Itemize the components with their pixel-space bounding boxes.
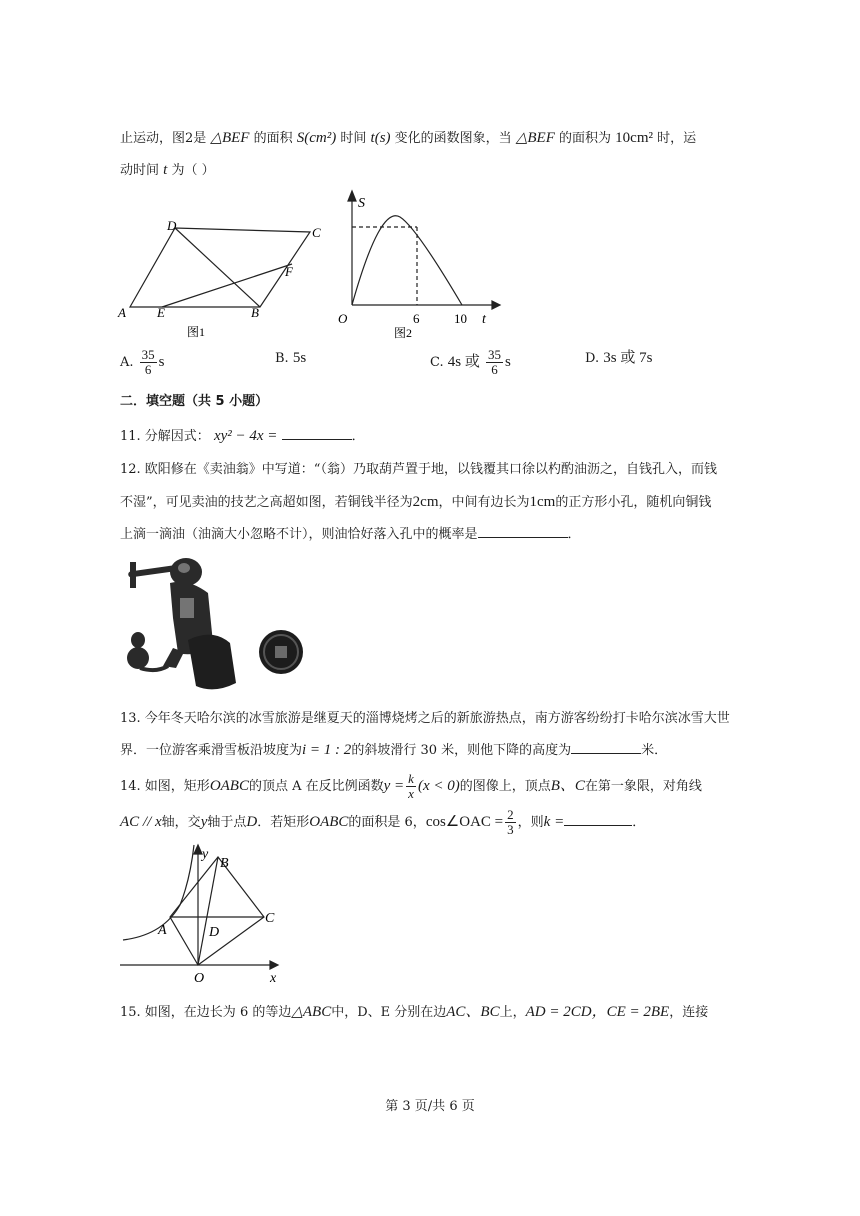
axis-s: S bbox=[358, 196, 365, 211]
fraction-2-3: $\frac{2}{3}$ bbox=[507, 807, 514, 837]
q14-line2: AC // x轴，交y轴于点D．若矩形OABC的面积是 6，cos∠OAC = $\frac{2}{3}$ ，则k = ． bbox=[120, 807, 646, 837]
option-b[interactable]: B. 5s bbox=[275, 350, 307, 366]
q11-answer-blank[interactable] bbox=[282, 425, 352, 440]
q12-line1: 12. 欧阳修在《卖油翁》中写道：“（翁）乃取葫芦置于地，以钱覆其口徐以杓酌油沥之，自钱孔入，而钱 bbox=[120, 462, 717, 477]
tick-10: 10 bbox=[454, 311, 467, 326]
label-b: B bbox=[251, 305, 259, 320]
label-d: D bbox=[167, 218, 177, 233]
figure-2-graph bbox=[320, 185, 505, 345]
label-c: C bbox=[265, 911, 275, 926]
label-f: F bbox=[285, 264, 293, 279]
q14-answer-blank[interactable] bbox=[564, 811, 632, 826]
label-c: C bbox=[312, 225, 321, 240]
q13-line2: 界．一位游客乘滑雪板沿坡度为i = 1 : 2的斜坡滑行 30 米，则他下降的高度为 米． bbox=[120, 739, 667, 761]
q10-line1: 止运动，图2是 △BEF 的面积 S(cm²) 时间 t(s) 变化的函数图象，当 △BEF 的面积为 10cm² 时，运 bbox=[120, 130, 697, 146]
label-o: O bbox=[194, 971, 205, 985]
tick-6: 6 bbox=[413, 311, 420, 326]
area-value: 10cm² bbox=[615, 130, 653, 146]
q15-line1: 15. 如图，在边长为 6 的等边△ABC中，D、E 分别在边AC、BC上，AD = 2CD，CE = 2BE，连接 bbox=[120, 1004, 709, 1020]
q12-answer-blank[interactable] bbox=[478, 523, 568, 538]
axis-t: t bbox=[482, 312, 486, 327]
q10-line2: 动时间 t 为（ ） bbox=[120, 162, 215, 178]
q13-answer-blank[interactable] bbox=[571, 739, 641, 754]
q12-line2: 不湿”，可见卖油的技艺之高超如图，若铜钱半径为2cm，中间有边长为1cm的正方形小孔，随机向铜钱 bbox=[120, 494, 712, 510]
label-e: E bbox=[157, 305, 165, 320]
triangle-bef: △BEF bbox=[210, 130, 250, 146]
option-a[interactable]: A. $\frac{35}{6}$ s bbox=[120, 347, 165, 377]
section-2-title: 二．填空题（共 5 小题） bbox=[120, 394, 269, 409]
label-d: D bbox=[209, 925, 220, 940]
fig1-caption: 图1 bbox=[187, 325, 206, 339]
s-unit: S(cm²) bbox=[296, 130, 337, 146]
axis-y: y bbox=[202, 847, 209, 862]
fig2-caption: 图2 bbox=[394, 326, 413, 340]
fraction-35-6: $\frac{35}{6}$ bbox=[141, 347, 155, 377]
slope-ratio: i = 1 : 2 bbox=[302, 742, 352, 758]
q13-line1: 13. 今年冬天哈尔滨的冰雪旅游是继夏天的淄博烧烤之后的新旅游热点，南方游客纷纷打卡哈尔滨冰雪大世 bbox=[120, 711, 730, 726]
figure-1-parallelogram bbox=[115, 210, 330, 345]
option-c[interactable]: C. 4s 或 $\frac{35}{6}$ s bbox=[430, 347, 511, 377]
t-unit: t(s) bbox=[370, 130, 391, 146]
page-footer: 第 3 页/共 6 页 bbox=[385, 1099, 475, 1114]
option-d[interactable]: D. 3s 或 7s bbox=[585, 350, 653, 366]
q14-line1: 14. 如图，矩形OABC的顶点 A 在反比例函数y = $\frac{k}{x}$ (x < 0)的图像上，顶点B、C在第一象限，对角线 bbox=[120, 771, 702, 801]
label-b: B bbox=[220, 856, 229, 871]
q12-line3: 上滴一滴油（油滴大小忽略不计），则油恰好落入孔中的概率是 ． bbox=[120, 523, 581, 545]
axis-x: x bbox=[270, 971, 277, 985]
figure-q14-rectangle bbox=[118, 840, 298, 985]
origin-o: O bbox=[338, 311, 348, 326]
label-a: A bbox=[118, 305, 126, 320]
label-a: A bbox=[158, 923, 167, 938]
q11-expression: xy² − 4x = bbox=[213, 428, 278, 444]
oil-seller-illustration bbox=[118, 548, 318, 698]
q11: 11. 分解因式： xy² − 4x = ． bbox=[120, 425, 365, 447]
fraction-k-x: $\frac{k}{x}$ bbox=[408, 771, 414, 801]
